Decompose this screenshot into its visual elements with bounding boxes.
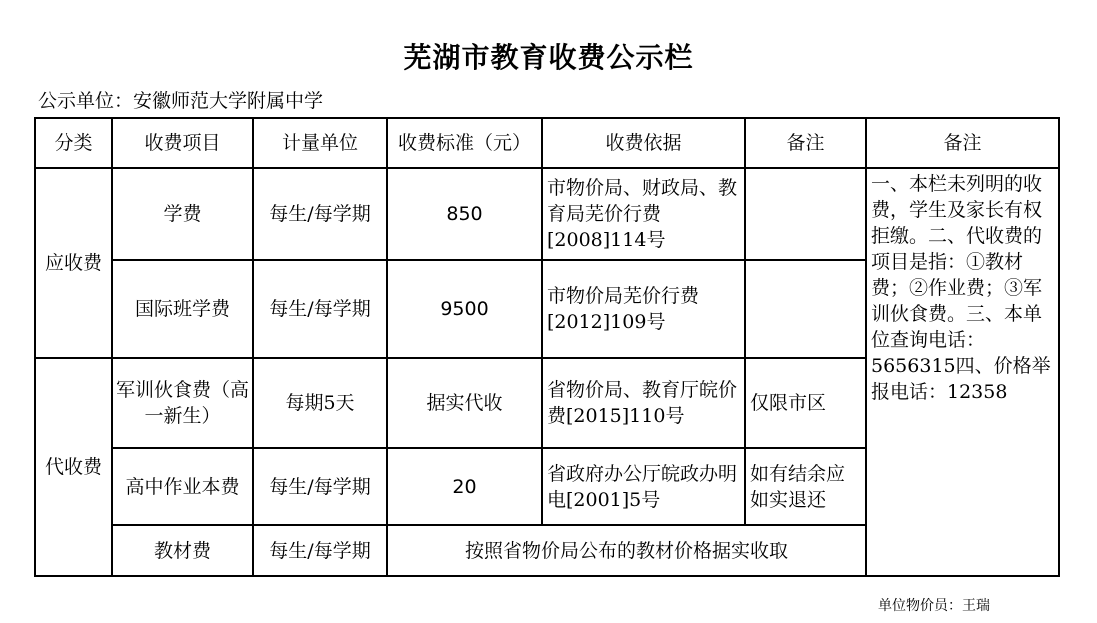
row-item: 军训伙食费（高一新生） xyxy=(112,358,253,448)
row-merged-standard: 按照省物价局公布的教材价格据实收取 xyxy=(387,525,866,576)
row-remark: 仅限市区 xyxy=(745,358,866,448)
notes-cell: 一、本栏未列明的收费，学生及家长有权拒缴。二、代收费的项目是指：①教材费；②作业费；③军训伙食费。三、本单位查询电话：5656315四、价格举报电话：12358 xyxy=(866,168,1059,576)
price-officer: 单位物价员：王瑞 xyxy=(878,598,990,614)
row-basis: 省政府办公厅皖政办明电[2001]5号 xyxy=(542,448,745,525)
row-remark: 如有结余应如实退还 xyxy=(745,448,866,525)
header-item: 收费项目 xyxy=(112,118,253,168)
row-unit: 每生/每学期 xyxy=(253,260,387,358)
group-collected: 代收费 xyxy=(35,358,112,576)
row-item: 学费 xyxy=(112,168,253,260)
row-item: 教材费 xyxy=(112,525,253,576)
row-unit: 每生/每学期 xyxy=(253,168,387,260)
fee-table xyxy=(34,117,1060,577)
row-unit: 每生/每学期 xyxy=(253,525,387,576)
table-row xyxy=(35,168,1059,260)
header-unit: 计量单位 xyxy=(253,118,387,168)
row-unit: 每生/每学期 xyxy=(253,448,387,525)
publishing-unit: 公示单位：安徽师范大学附属中学 xyxy=(38,90,324,112)
page-title: 芜湖市教育收费公示栏 xyxy=(403,41,694,74)
row-basis: 市物价局芜价行费[2012]109号 xyxy=(542,260,745,358)
header-category: 分类 xyxy=(35,118,112,168)
group-required: 应收费 xyxy=(35,168,112,358)
row-unit: 每期5天 xyxy=(253,358,387,448)
row-basis: 省物价局、教育厅皖价费[2015]110号 xyxy=(542,358,745,448)
row-standard: 9500 xyxy=(387,260,542,358)
header-remark-notes: 备注 xyxy=(866,118,1059,168)
row-standard: 850 xyxy=(387,168,542,260)
row-standard: 据实代收 xyxy=(387,358,542,448)
row-item: 高中作业本费 xyxy=(112,448,253,525)
header-basis: 收费依据 xyxy=(542,118,745,168)
row-basis: 市物价局、财政局、教育局芜价行费[2008]114号 xyxy=(542,168,745,260)
row-standard: 20 xyxy=(387,448,542,525)
row-remark xyxy=(745,260,866,358)
row-remark xyxy=(745,168,866,260)
header-remark: 备注 xyxy=(745,118,866,168)
row-item: 国际班学费 xyxy=(112,260,253,358)
table-header-row xyxy=(35,118,1059,168)
header-standard: 收费标准（元） xyxy=(387,118,542,168)
